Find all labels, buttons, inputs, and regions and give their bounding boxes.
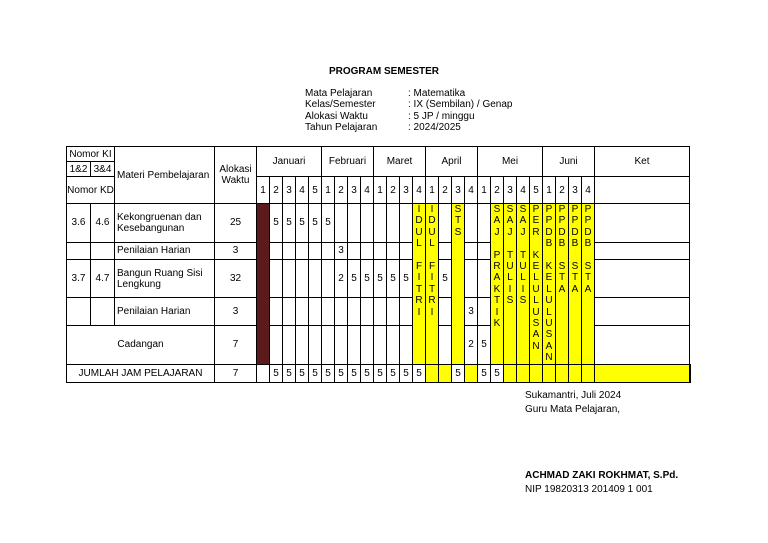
week-value bbox=[400, 242, 413, 259]
materi-cell: Penilaian Harian bbox=[115, 298, 215, 325]
alokasi-cell: 3 bbox=[215, 298, 257, 325]
week-value: 2 bbox=[335, 259, 348, 298]
week-num: 3 bbox=[348, 177, 361, 204]
week-value: 5 bbox=[270, 204, 283, 243]
week-num: 2 bbox=[439, 177, 452, 204]
month-april: April bbox=[426, 147, 478, 177]
week-value bbox=[439, 204, 452, 243]
page-title: PROGRAM SEMESTER bbox=[328, 66, 439, 77]
header-alokasi: Alokasi Waktu bbox=[215, 147, 257, 204]
total-value: 5 bbox=[348, 364, 361, 382]
kd-ki4 bbox=[91, 242, 115, 259]
total-alokasi: 7 bbox=[215, 364, 257, 382]
week-num: 3 bbox=[504, 177, 517, 204]
week-value bbox=[270, 259, 283, 298]
week-num: 1 bbox=[426, 177, 439, 204]
week-value bbox=[478, 259, 491, 298]
event-ppdb-sta-2 bbox=[569, 204, 582, 365]
event-ppdb-sta-3 bbox=[582, 204, 595, 365]
week-num: 3 bbox=[400, 177, 413, 204]
total-value: 5 bbox=[400, 364, 413, 382]
week-value bbox=[387, 204, 400, 243]
header-materi: Materi Pembelajaran bbox=[115, 147, 215, 204]
month-juni: Juni bbox=[543, 147, 595, 177]
week-value bbox=[439, 325, 452, 364]
week-value bbox=[348, 242, 361, 259]
week-value: 5 bbox=[478, 325, 491, 364]
kd-ki4: 4.6 bbox=[91, 204, 115, 243]
alokasi-cell: 3 bbox=[215, 242, 257, 259]
week-value bbox=[348, 325, 361, 364]
week-num: 4 bbox=[517, 177, 530, 204]
week-num: 4 bbox=[413, 177, 426, 204]
total-value: 5 bbox=[478, 364, 491, 382]
week-num: 5 bbox=[309, 177, 322, 204]
ket-cell bbox=[595, 259, 690, 298]
week-value bbox=[270, 325, 283, 364]
signature-role: Guru Mata Pelajaran, bbox=[525, 404, 621, 415]
week-value bbox=[439, 298, 452, 325]
total-value: 5 bbox=[283, 364, 296, 382]
week-value bbox=[296, 242, 309, 259]
week-value: 3 bbox=[335, 242, 348, 259]
week-value bbox=[322, 298, 335, 325]
total-value bbox=[426, 364, 439, 382]
header-ki-12: 1&2 bbox=[67, 162, 91, 177]
semester-table bbox=[66, 146, 691, 383]
week-value: 5 bbox=[387, 259, 400, 298]
week-value bbox=[465, 259, 478, 298]
week-value bbox=[270, 298, 283, 325]
total-value: 5 bbox=[322, 364, 335, 382]
week-value: 5 bbox=[322, 204, 335, 243]
week-value bbox=[348, 298, 361, 325]
info-kelas: Kelas/Semester : IX (Sembilan) / Genap bbox=[305, 99, 513, 111]
event-text: P P D B S T A bbox=[571, 204, 579, 295]
week-value bbox=[400, 204, 413, 243]
kd-ki3 bbox=[67, 242, 91, 259]
week-value bbox=[400, 298, 413, 325]
ket-cell bbox=[595, 204, 690, 243]
week-num: 3 bbox=[569, 177, 582, 204]
week-value bbox=[387, 242, 400, 259]
week-value bbox=[335, 204, 348, 243]
event-ppdb-kelulusan bbox=[543, 204, 556, 365]
event-text: P P D B K E L U L U S A N bbox=[545, 204, 553, 364]
event-text: S A J T U L I S bbox=[519, 204, 527, 307]
week-value bbox=[400, 325, 413, 364]
week-value: 2 bbox=[465, 325, 478, 364]
header-ki-34: 3&4 bbox=[91, 162, 115, 177]
week-value bbox=[374, 242, 387, 259]
week-num: 4 bbox=[361, 177, 374, 204]
alokasi-cell: 25 bbox=[215, 204, 257, 243]
week-value bbox=[348, 204, 361, 243]
week-value: 5 bbox=[361, 259, 374, 298]
week-value: 5 bbox=[296, 204, 309, 243]
week-value bbox=[283, 242, 296, 259]
total-value: 5 bbox=[296, 364, 309, 382]
week-value: 5 bbox=[400, 259, 413, 298]
total-value bbox=[595, 364, 690, 382]
week-num: 2 bbox=[491, 177, 504, 204]
week-value bbox=[478, 204, 491, 243]
total-value bbox=[465, 364, 478, 382]
event-text: S T S bbox=[454, 204, 462, 238]
materi-cell: Kekongruenan dan Kesebangunan bbox=[115, 204, 215, 243]
ket-cell bbox=[595, 242, 690, 259]
total-value: 5 bbox=[387, 364, 400, 382]
week-value: 5 bbox=[439, 259, 452, 298]
total-value bbox=[569, 364, 582, 382]
total-value bbox=[439, 364, 452, 382]
week-num: 3 bbox=[452, 177, 465, 204]
event-text: S A J P R A K T I K bbox=[493, 204, 501, 330]
month-februari: Februari bbox=[322, 147, 374, 177]
materi-cell: Cadangan bbox=[67, 325, 215, 364]
week-value bbox=[465, 242, 478, 259]
total-value: 5 bbox=[491, 364, 504, 382]
total-value bbox=[257, 364, 270, 382]
total-value bbox=[517, 364, 530, 382]
week-value bbox=[361, 204, 374, 243]
week-value bbox=[478, 298, 491, 325]
week-value bbox=[374, 325, 387, 364]
kd-ki4 bbox=[91, 298, 115, 325]
header-nomor-kd: Nomor KD bbox=[67, 177, 115, 204]
alokasi-cell: 32 bbox=[215, 259, 257, 298]
week-num: 4 bbox=[296, 177, 309, 204]
alokasi-cell: 7 bbox=[215, 325, 257, 364]
total-value: 5 bbox=[309, 364, 322, 382]
total-value bbox=[530, 364, 543, 382]
week-value bbox=[296, 325, 309, 364]
week-value bbox=[387, 298, 400, 325]
signature-name: ACHMAD ZAKI ROKHMAT, S.Pd. bbox=[525, 470, 679, 481]
week-value bbox=[478, 242, 491, 259]
week-value bbox=[465, 204, 478, 243]
kd-ki3: 3.7 bbox=[67, 259, 91, 298]
event-text: I D U L F I T R I bbox=[415, 204, 423, 318]
event-idul-fitri-april bbox=[426, 204, 439, 365]
ket-cell bbox=[595, 298, 690, 325]
week-value bbox=[309, 325, 322, 364]
week-num: 1 bbox=[374, 177, 387, 204]
total-value: 5 bbox=[361, 364, 374, 382]
week-value bbox=[296, 259, 309, 298]
month-maret: Maret bbox=[374, 147, 426, 177]
week-value bbox=[283, 325, 296, 364]
week-num: 2 bbox=[556, 177, 569, 204]
event-ppdb-sta-1 bbox=[556, 204, 569, 365]
event-text: I D U L F I T R I bbox=[428, 204, 436, 318]
info-alokasi: Alokasi Waktu : 5 JP / minggu bbox=[305, 110, 475, 122]
total-value bbox=[504, 364, 517, 382]
week-value bbox=[296, 298, 309, 325]
ket-cell bbox=[595, 325, 690, 364]
event-sts bbox=[452, 204, 465, 365]
week-num: 1 bbox=[478, 177, 491, 204]
week-num: 5 bbox=[530, 177, 543, 204]
event-idul-fitri-maret bbox=[413, 204, 426, 365]
ket-cell bbox=[690, 364, 691, 382]
week-value bbox=[309, 298, 322, 325]
total-value bbox=[582, 364, 595, 382]
week-num: 1 bbox=[257, 177, 270, 204]
week-value bbox=[322, 242, 335, 259]
week-value: 5 bbox=[348, 259, 361, 298]
event-text: P E R K E L U L U S A N bbox=[532, 204, 540, 352]
event-text: S A J T U L I S bbox=[506, 204, 514, 307]
info-tahun: Tahun Pelajaran : 2024/2025 bbox=[305, 121, 461, 133]
week-value bbox=[309, 259, 322, 298]
week-num: 4 bbox=[582, 177, 595, 204]
month-mei: Mei bbox=[478, 147, 543, 177]
event-text: P P D B S T A bbox=[558, 204, 566, 295]
week-value bbox=[270, 242, 283, 259]
week-value: 3 bbox=[465, 298, 478, 325]
event-per-kelulusan bbox=[530, 204, 543, 365]
week-value bbox=[322, 259, 335, 298]
event-saj-tulis-2 bbox=[517, 204, 530, 365]
week-value bbox=[283, 259, 296, 298]
kd-ki3: 3.6 bbox=[67, 204, 91, 243]
week-value bbox=[335, 298, 348, 325]
event-saj-praktik bbox=[491, 204, 504, 365]
total-value bbox=[543, 364, 556, 382]
week-value bbox=[374, 298, 387, 325]
week-num: 4 bbox=[465, 177, 478, 204]
week-value bbox=[322, 325, 335, 364]
week-value bbox=[387, 325, 400, 364]
materi-cell: Bangun Ruang Sisi Lengkung bbox=[115, 259, 215, 298]
total-value: 5 bbox=[335, 364, 348, 382]
total-label: JUMLAH JAM PELAJARAN bbox=[67, 364, 215, 382]
week-num: 2 bbox=[270, 177, 283, 204]
week-value bbox=[361, 242, 374, 259]
signature-nip: NIP 19820313 201409 1 001 bbox=[525, 484, 653, 495]
kd-ki4: 4.7 bbox=[91, 259, 115, 298]
week-value: 5 bbox=[309, 204, 322, 243]
ket-cell bbox=[595, 177, 690, 204]
week-value bbox=[335, 325, 348, 364]
total-value: 5 bbox=[452, 364, 465, 382]
month-januari: Januari bbox=[257, 147, 322, 177]
week-value bbox=[361, 298, 374, 325]
week-value bbox=[439, 242, 452, 259]
event-text: P P D B S T A bbox=[584, 204, 592, 295]
holiday-column bbox=[257, 204, 270, 365]
total-value: 5 bbox=[270, 364, 283, 382]
week-num: 2 bbox=[335, 177, 348, 204]
total-value bbox=[556, 364, 569, 382]
week-value bbox=[283, 298, 296, 325]
materi-cell: Penilaian Harian bbox=[115, 242, 215, 259]
document-info bbox=[305, 88, 513, 133]
total-value: 5 bbox=[374, 364, 387, 382]
week-num: 1 bbox=[543, 177, 556, 204]
week-value: 5 bbox=[374, 259, 387, 298]
week-value bbox=[309, 242, 322, 259]
week-num: 3 bbox=[283, 177, 296, 204]
total-value: 5 bbox=[413, 364, 426, 382]
info-mapel: Mata Pelajaran : Matematika bbox=[305, 88, 466, 99]
kd-ki3 bbox=[67, 298, 91, 325]
week-num: 2 bbox=[387, 177, 400, 204]
week-value bbox=[361, 325, 374, 364]
header-ket: Ket bbox=[595, 147, 690, 177]
header-nomor-ki: Nomor KI bbox=[67, 147, 115, 162]
week-num: 1 bbox=[322, 177, 335, 204]
week-value: 5 bbox=[283, 204, 296, 243]
event-saj-tulis-1 bbox=[504, 204, 517, 365]
signature-place-date: Sukamantri, Juli 2024 bbox=[525, 390, 622, 401]
week-value bbox=[374, 204, 387, 243]
